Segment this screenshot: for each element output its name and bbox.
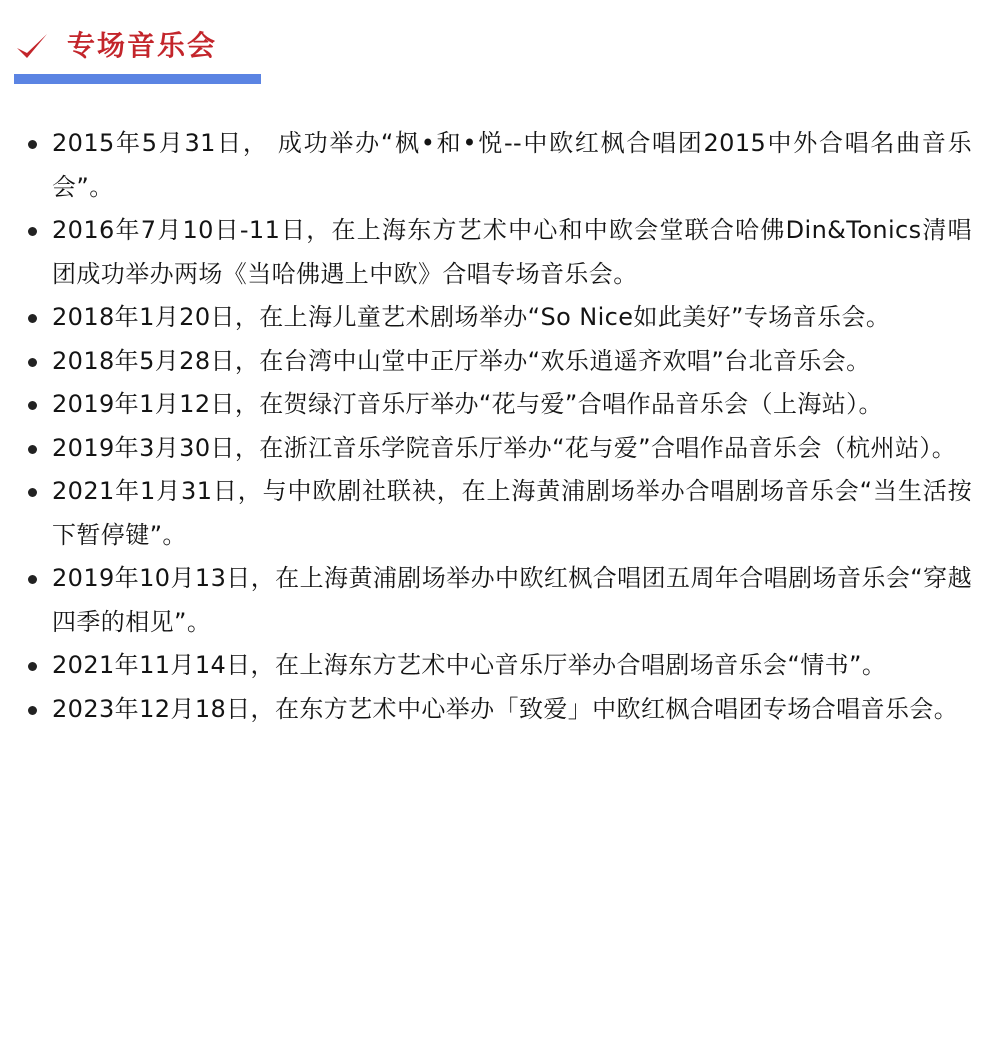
event-text: 2015年5月31日， 成功举办“枫•和•悦--中欧红枫合唱团2015中外合唱名曲音乐会”。 — [52, 129, 972, 201]
title-underline — [14, 74, 261, 84]
event-text: 2016年7月10日-11日，在上海东方艺术中心和中欧会堂联合哈佛Din&Tonics清唱团成功举办两场《当哈佛遇上中欧》合唱专场音乐会。 — [52, 216, 972, 288]
event-text: 2019年10月13日，在上海黄浦剧场举办中欧红枫合唱团五周年合唱剧场音乐会“穿越四季的相见”。 — [52, 564, 972, 636]
list-item — [0, 688, 992, 732]
bullet-icon — [28, 445, 37, 454]
event-text: 2023年12月18日，在东方艺术中心举办「致爱」中欧红枫合唱团专场合唱音乐会。 — [52, 694, 959, 723]
event-text: 2018年5月28日，在台湾中山堂中正厅举办“欢乐逍遥齐欢唱”台北音乐会。 — [52, 346, 871, 375]
bullet-icon — [28, 662, 37, 671]
bullet-icon — [28, 140, 37, 149]
event-text: 2021年11月14日，在上海东方艺术中心音乐厅举办合唱剧场音乐会“情书”。 — [52, 651, 887, 679]
bullet-icon — [28, 488, 37, 497]
event-text: 2021年1月31日，与中欧剧社联袂，在上海黄浦剧场举办合唱剧场音乐会“当生活按下暂停键”。 — [52, 477, 972, 549]
list-item — [0, 470, 992, 557]
list-item — [0, 644, 992, 688]
section-title: 专场音乐会 — [67, 29, 218, 62]
bullet-icon — [28, 706, 37, 715]
list-item — [0, 340, 992, 384]
section-header — [14, 22, 261, 86]
event-text: 2019年3月30日，在浙江音乐学院音乐厅举办“花与爱”合唱作品音乐会（杭州站）。 — [52, 433, 957, 462]
event-text: 2018年1月20日，在上海儿童艺术剧场举办“So Nice如此美好”专场音乐会。 — [52, 303, 891, 331]
checkmark-icon — [14, 30, 50, 66]
list-item — [0, 557, 992, 644]
concert-list — [0, 122, 992, 731]
list-item — [0, 209, 992, 296]
bullet-icon — [28, 314, 37, 323]
list-item — [0, 383, 992, 427]
list-item — [0, 427, 992, 471]
event-text: 2019年1月12日，在贺绿汀音乐厅举办“花与爱”合唱作品音乐会（上海站）。 — [52, 390, 883, 418]
list-item — [0, 122, 992, 209]
bullet-icon — [28, 401, 37, 410]
list-item — [0, 296, 992, 340]
bullet-icon — [28, 358, 37, 367]
bullet-icon — [28, 575, 37, 584]
bullet-icon — [28, 227, 37, 236]
